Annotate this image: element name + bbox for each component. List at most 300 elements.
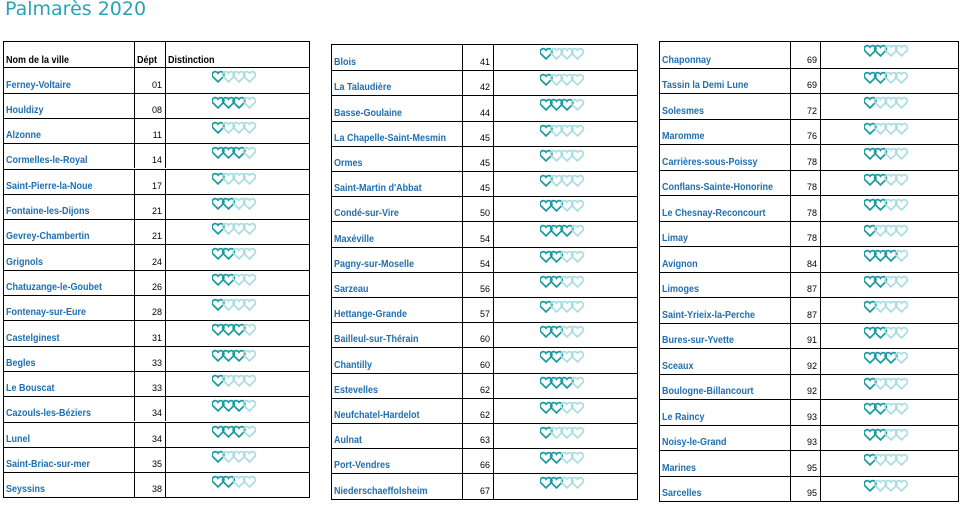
city-cell bbox=[4, 423, 134, 447]
heart-rating-icons bbox=[864, 96, 918, 110]
city-cell bbox=[332, 449, 462, 473]
distinction-cell bbox=[493, 323, 639, 347]
dept-number: 72 bbox=[806, 105, 817, 116]
city-name: Limoges bbox=[662, 284, 700, 295]
table-row bbox=[332, 146, 637, 171]
distinction-cell bbox=[165, 119, 311, 143]
distinction-cell bbox=[165, 321, 311, 345]
city-cell bbox=[660, 298, 790, 323]
table-row bbox=[332, 196, 637, 221]
heart-rating bbox=[821, 479, 960, 497]
distinction-cell bbox=[165, 195, 311, 219]
distinction-cell bbox=[493, 424, 639, 448]
table-row bbox=[660, 246, 958, 272]
dept-number: 21 bbox=[151, 231, 162, 242]
dept-number: 78 bbox=[806, 207, 817, 218]
heart-rating-icons bbox=[212, 323, 266, 337]
dept-number: 60 bbox=[479, 359, 490, 370]
column-header-distinction: Distinction bbox=[168, 55, 215, 66]
distinction-cell bbox=[493, 96, 639, 120]
heart-rating bbox=[166, 222, 311, 240]
city-cell bbox=[332, 374, 462, 398]
distinction-cell bbox=[820, 69, 960, 94]
distinction-cell bbox=[820, 120, 960, 145]
distinction-cell bbox=[820, 145, 960, 170]
table-row bbox=[4, 194, 309, 219]
table-row bbox=[660, 323, 958, 349]
distinction-cell bbox=[820, 477, 960, 502]
city-cell bbox=[332, 424, 462, 448]
dept-number: 50 bbox=[479, 208, 490, 219]
dept-cell bbox=[462, 197, 493, 221]
table-row bbox=[660, 399, 958, 425]
table-row bbox=[332, 398, 637, 423]
heart-rating bbox=[494, 350, 639, 368]
dept-number: 62 bbox=[479, 384, 490, 395]
dept-number: 84 bbox=[806, 258, 817, 269]
city-name: Gevrey-Chambertin bbox=[6, 231, 90, 243]
heart-rating bbox=[166, 374, 311, 392]
dept-number: 62 bbox=[479, 409, 490, 420]
city-cell bbox=[4, 347, 134, 371]
heart-rating bbox=[166, 247, 311, 265]
dept-cell bbox=[462, 147, 493, 171]
heart-rating-icons bbox=[864, 173, 918, 187]
dept-cell bbox=[134, 321, 165, 345]
dept-cell bbox=[134, 195, 165, 219]
city-cell bbox=[4, 296, 134, 320]
dept-cell bbox=[462, 374, 493, 398]
dept-cell bbox=[790, 273, 820, 298]
heart-rating-icons bbox=[540, 325, 594, 339]
dept-number: 63 bbox=[479, 435, 490, 446]
city-name: Ferney-Voltaire bbox=[6, 79, 71, 91]
distinction-cell bbox=[493, 122, 639, 146]
heart-rating-icons bbox=[540, 426, 594, 440]
dept-number: 95 bbox=[806, 462, 817, 473]
city-cell bbox=[4, 144, 134, 168]
dept-cell bbox=[134, 372, 165, 396]
dept-number: 44 bbox=[479, 107, 490, 118]
heart-rating bbox=[821, 173, 960, 191]
distinction-cell bbox=[165, 448, 311, 472]
heart-rating-icons bbox=[540, 124, 594, 138]
heart-rating bbox=[166, 146, 311, 164]
dept-number: 45 bbox=[479, 157, 490, 168]
heart-rating-icons bbox=[864, 351, 918, 365]
city-cell bbox=[4, 195, 134, 219]
distinction-cell bbox=[165, 68, 311, 92]
dept-cell bbox=[790, 222, 820, 247]
city-cell bbox=[660, 94, 790, 119]
table-row bbox=[4, 67, 309, 92]
city-name: Sarzeau bbox=[334, 283, 369, 295]
city-cell bbox=[332, 248, 462, 272]
distinction-cell bbox=[820, 400, 960, 425]
city-cell bbox=[4, 245, 134, 269]
city-cell bbox=[660, 247, 790, 272]
city-name: Pagny-sur-Moselle bbox=[334, 258, 415, 270]
city-name: Aulnat bbox=[334, 435, 362, 447]
heart-rating bbox=[494, 149, 639, 167]
ranking-table bbox=[331, 44, 638, 500]
heart-rating bbox=[821, 300, 960, 318]
heart-rating bbox=[494, 73, 639, 91]
city-name: Saint-Martin d'Abbat bbox=[334, 183, 422, 195]
distinction-cell bbox=[165, 144, 311, 168]
distinction-cell bbox=[165, 473, 311, 497]
dept-cell bbox=[462, 273, 493, 297]
distinction-cell bbox=[820, 196, 960, 221]
dept-cell bbox=[134, 296, 165, 320]
city-cell bbox=[332, 71, 462, 95]
city-name: Le Chesnay-Reconcourt bbox=[662, 207, 766, 219]
dept-number: 92 bbox=[806, 386, 817, 396]
dept-number: 93 bbox=[806, 411, 817, 422]
city-cell bbox=[4, 170, 134, 194]
distinction-cell bbox=[493, 348, 639, 372]
heart-rating bbox=[166, 475, 311, 493]
city-cell bbox=[660, 349, 790, 374]
dept-number: 33 bbox=[151, 357, 162, 368]
dept-number: 01 bbox=[151, 79, 162, 90]
city-name: Fontaine-les-Dijons bbox=[6, 206, 90, 218]
distinction-cell bbox=[493, 172, 639, 196]
distinction-cell bbox=[493, 449, 639, 473]
dept-cell bbox=[790, 451, 820, 476]
table-row bbox=[660, 272, 958, 298]
dept-number: 93 bbox=[806, 437, 817, 447]
distinction-cell bbox=[493, 399, 639, 423]
city-cell bbox=[4, 42, 134, 67]
table-row bbox=[332, 373, 637, 398]
dept-number: 54 bbox=[479, 258, 490, 269]
dept-number: 21 bbox=[151, 206, 162, 217]
heart-rating-icons bbox=[212, 172, 266, 186]
dept-number: 11 bbox=[152, 130, 162, 141]
table-row bbox=[4, 118, 309, 143]
heart-rating-icons bbox=[540, 275, 594, 289]
city-cell bbox=[660, 222, 790, 247]
heart-rating-icons bbox=[540, 199, 594, 213]
city-name: Le Bouscat bbox=[6, 383, 55, 395]
heart-rating-icons bbox=[540, 149, 594, 163]
table-row bbox=[332, 347, 637, 372]
table-row bbox=[332, 171, 637, 196]
distinction-cell bbox=[820, 375, 960, 400]
dept-number: 67 bbox=[479, 485, 490, 496]
dept-cell bbox=[134, 245, 165, 269]
heart-rating-icons bbox=[212, 425, 266, 439]
city-name: Niederschaeffolsheim bbox=[334, 485, 428, 497]
table-row bbox=[4, 295, 309, 320]
dept-cell bbox=[790, 375, 820, 400]
heart-rating bbox=[821, 402, 960, 420]
city-name: Sceaux bbox=[662, 360, 694, 372]
page-title: Palmarès 2020 bbox=[5, 0, 147, 20]
table-row bbox=[660, 221, 958, 247]
city-name: Noisy-le-Grand bbox=[662, 437, 727, 448]
distinction-cell bbox=[165, 271, 311, 295]
heart-rating bbox=[821, 147, 960, 165]
heart-rating-icons bbox=[212, 121, 266, 135]
distinction-cell bbox=[493, 147, 639, 171]
heart-rating-icons bbox=[212, 374, 266, 388]
city-name: Bures-sur-Yvette bbox=[662, 335, 735, 346]
heart-rating bbox=[821, 122, 960, 140]
heart-rating-icons bbox=[212, 247, 266, 261]
city-name: Ormes bbox=[334, 157, 363, 169]
heart-rating bbox=[166, 172, 311, 190]
city-cell bbox=[4, 220, 134, 244]
city-cell bbox=[4, 372, 134, 396]
table-row bbox=[332, 473, 637, 498]
heart-rating bbox=[821, 428, 960, 446]
heart-rating bbox=[821, 96, 960, 114]
heart-rating bbox=[494, 426, 639, 444]
heart-rating bbox=[494, 451, 639, 469]
city-name: Condé-sur-Vire bbox=[334, 208, 399, 220]
heart-rating-icons bbox=[864, 71, 918, 85]
dept-cell bbox=[134, 68, 165, 92]
table-row bbox=[4, 219, 309, 244]
table-row bbox=[332, 221, 637, 246]
distinction-cell bbox=[493, 374, 639, 398]
dept-cell bbox=[462, 172, 493, 196]
dept-cell bbox=[134, 94, 165, 118]
heart-rating bbox=[166, 323, 311, 341]
distinction-cell bbox=[165, 245, 311, 269]
dept-number: 87 bbox=[806, 284, 817, 294]
city-cell bbox=[660, 145, 790, 170]
dept-number: 24 bbox=[151, 256, 162, 267]
heart-rating bbox=[494, 47, 639, 65]
dept-number: 41 bbox=[479, 57, 490, 68]
dept-number: 69 bbox=[806, 80, 817, 90]
city-cell bbox=[660, 451, 790, 476]
heart-rating-icons bbox=[212, 399, 266, 413]
dept-number: 69 bbox=[806, 54, 817, 65]
heart-rating-icons bbox=[540, 350, 594, 364]
city-name: Maromme bbox=[662, 131, 705, 142]
city-cell bbox=[660, 171, 790, 196]
dept-cell bbox=[462, 348, 493, 372]
table-row bbox=[660, 348, 958, 374]
heart-rating bbox=[494, 275, 639, 293]
dept-cell bbox=[462, 222, 493, 246]
header-row bbox=[4, 42, 309, 67]
distinction-cell bbox=[820, 324, 960, 349]
dept-number: 34 bbox=[151, 408, 162, 419]
dept-cell bbox=[462, 248, 493, 272]
city-name: Chaponnay bbox=[662, 54, 712, 66]
table-row bbox=[4, 396, 309, 421]
dept-number: 78 bbox=[806, 233, 817, 243]
dept-number: 76 bbox=[806, 131, 817, 141]
heart-rating-icons bbox=[864, 198, 918, 212]
dept-number: 78 bbox=[806, 156, 817, 167]
city-name: Limay bbox=[662, 233, 689, 244]
heart-rating-icons bbox=[864, 326, 918, 340]
city-name: Chantilly bbox=[334, 359, 373, 371]
distinction-cell bbox=[820, 42, 960, 68]
city-name: Tassin la Demi Lune bbox=[662, 80, 749, 91]
heart-rating-icons bbox=[864, 402, 918, 416]
dept-cell bbox=[790, 247, 820, 272]
city-cell bbox=[332, 197, 462, 221]
table-row bbox=[332, 70, 637, 95]
heart-rating-icons bbox=[540, 376, 594, 390]
heart-rating-icons bbox=[540, 174, 594, 188]
heart-rating-icons bbox=[540, 98, 594, 112]
dept-number: 78 bbox=[806, 182, 817, 192]
heart-rating-icons bbox=[864, 275, 918, 289]
dept-cell bbox=[790, 42, 820, 68]
distinction-cell bbox=[493, 222, 639, 246]
distinction-cell bbox=[493, 45, 639, 70]
distinction-cell bbox=[165, 296, 311, 320]
city-name: La Talaudière bbox=[334, 82, 392, 94]
city-name: Houldizy bbox=[6, 104, 44, 116]
dept-number: 34 bbox=[151, 433, 162, 444]
heart-rating bbox=[821, 377, 960, 395]
table-row bbox=[660, 195, 958, 221]
table-row bbox=[660, 476, 958, 502]
city-name: Alzonne bbox=[6, 130, 42, 142]
heart-rating bbox=[821, 249, 960, 267]
city-cell bbox=[660, 42, 790, 68]
heart-rating bbox=[821, 453, 960, 471]
heart-rating-icons bbox=[212, 273, 266, 287]
dept-cell bbox=[134, 144, 165, 168]
city-cell bbox=[4, 473, 134, 497]
heart-rating-icons bbox=[864, 453, 918, 467]
city-cell bbox=[660, 324, 790, 349]
city-name: Seyssins bbox=[6, 484, 46, 496]
heart-rating bbox=[166, 298, 311, 316]
city-cell bbox=[660, 120, 790, 145]
table-row bbox=[332, 448, 637, 473]
dept-cell bbox=[134, 347, 165, 371]
column-header-dept: Dépt bbox=[137, 55, 158, 66]
dept-cell bbox=[462, 45, 493, 70]
dept-cell bbox=[790, 349, 820, 374]
table-row bbox=[4, 422, 309, 447]
heart-rating bbox=[821, 44, 960, 62]
column-header-city: Nom de la ville bbox=[6, 55, 70, 66]
table-row bbox=[332, 247, 637, 272]
ranking-table bbox=[3, 41, 310, 498]
city-cell bbox=[332, 399, 462, 423]
heart-rating bbox=[494, 224, 639, 242]
heart-rating bbox=[821, 198, 960, 216]
city-name: Basse-Goulaine bbox=[334, 107, 403, 119]
table-row bbox=[4, 346, 309, 371]
city-name: Saint-Pierre-la-Noue bbox=[6, 180, 93, 192]
dept-cell bbox=[790, 120, 820, 145]
distinction-cell bbox=[165, 220, 311, 244]
table-row bbox=[660, 425, 958, 451]
heart-rating bbox=[494, 376, 639, 394]
heart-rating bbox=[494, 199, 639, 217]
dept-number: 14 bbox=[151, 155, 162, 166]
city-name: Carrières-sous-Poissy bbox=[662, 156, 758, 168]
table-row bbox=[4, 371, 309, 396]
distinction-cell bbox=[820, 349, 960, 374]
dept-cell bbox=[134, 119, 165, 143]
heart-rating bbox=[166, 70, 311, 88]
dept-number: 91 bbox=[806, 335, 817, 345]
distinction-cell bbox=[165, 42, 311, 67]
dept-number: 92 bbox=[806, 360, 817, 371]
dept-cell bbox=[134, 42, 165, 67]
city-name: Cormelles-le-Royal bbox=[6, 155, 88, 167]
city-name: Port-Vendres bbox=[334, 460, 391, 472]
city-cell bbox=[332, 348, 462, 372]
table-row bbox=[332, 272, 637, 297]
city-cell bbox=[332, 147, 462, 171]
dept-cell bbox=[790, 171, 820, 196]
heart-rating bbox=[166, 349, 311, 367]
distinction-cell bbox=[493, 71, 639, 95]
distinction-cell bbox=[165, 347, 311, 371]
city-cell bbox=[332, 45, 462, 70]
table-row bbox=[332, 95, 637, 120]
distinction-cell bbox=[165, 372, 311, 396]
city-cell bbox=[4, 94, 134, 118]
heart-rating-icons bbox=[540, 224, 594, 238]
heart-rating-icons bbox=[864, 377, 918, 391]
city-cell bbox=[4, 271, 134, 295]
distinction-cell bbox=[820, 298, 960, 323]
city-cell bbox=[4, 397, 134, 421]
table-row bbox=[4, 472, 309, 497]
dept-cell bbox=[790, 426, 820, 451]
city-cell bbox=[332, 273, 462, 297]
city-cell bbox=[332, 474, 462, 498]
heart-rating-icons bbox=[864, 122, 918, 136]
dept-number: 26 bbox=[151, 281, 162, 292]
heart-rating-icons bbox=[540, 476, 594, 490]
city-name: Grignols bbox=[6, 256, 44, 268]
city-name: Avignon bbox=[662, 258, 698, 270]
heart-rating-icons bbox=[540, 300, 594, 314]
heart-rating bbox=[166, 273, 311, 291]
dept-cell bbox=[134, 397, 165, 421]
heart-rating bbox=[166, 450, 311, 468]
heart-rating bbox=[821, 224, 960, 242]
dept-cell bbox=[462, 298, 493, 322]
city-cell bbox=[332, 96, 462, 120]
dept-number: 33 bbox=[151, 383, 162, 394]
heart-rating-icons bbox=[864, 249, 918, 263]
city-name: Lunel bbox=[6, 433, 31, 445]
distinction-cell bbox=[165, 397, 311, 421]
city-cell bbox=[332, 323, 462, 347]
table-row bbox=[4, 143, 309, 168]
dept-number: 42 bbox=[479, 82, 490, 93]
heart-rating bbox=[494, 300, 639, 318]
distinction-cell bbox=[493, 298, 639, 322]
heart-rating bbox=[166, 425, 311, 443]
heart-rating bbox=[494, 250, 639, 268]
city-cell bbox=[660, 375, 790, 400]
heart-rating-icons bbox=[212, 197, 266, 211]
table-row bbox=[332, 322, 637, 347]
dept-cell bbox=[134, 271, 165, 295]
table-row bbox=[4, 447, 309, 472]
heart-rating-icons bbox=[540, 73, 594, 87]
